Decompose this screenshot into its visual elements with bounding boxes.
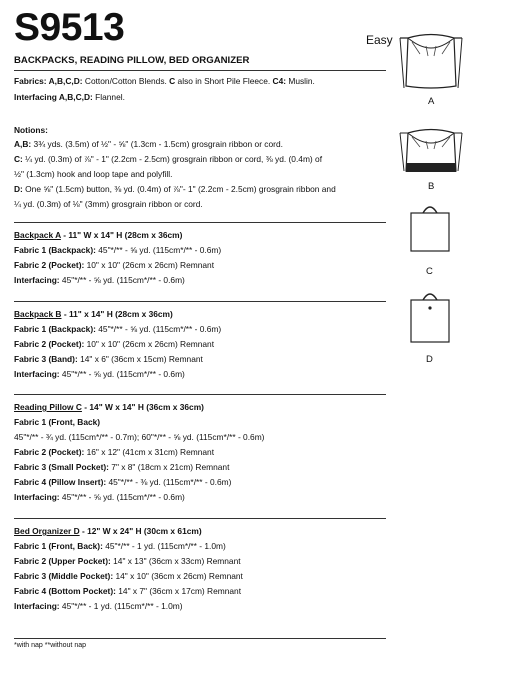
divider: [14, 518, 386, 519]
notions-d: D: One ⅝" (1.5cm) button, ⅜ yd. (0.4m) of ⅞"- 1" (2.2cm - 2.5cm) grosgrain ribbon and: [14, 184, 336, 194]
yardage-row: Interfacing: 45"*/** - 1 yd. (115cm*/** - 1.0m): [14, 601, 183, 611]
section-title-c: Reading Pillow C - 14" W x 14" H (36cm x 36cm): [14, 402, 204, 412]
yardage-row: Fabric 1 (Front, Back): [14, 417, 101, 427]
reading-pillow-icon: [408, 203, 452, 253]
yardage-row: Interfacing: 45"*/** - ⅝ yd. (115cm*/** - 0.6m): [14, 369, 185, 379]
divider: [14, 70, 386, 71]
yardage-row: Fabric 2 (Pocket): 10" x 10" (26cm x 26cm) Remnant: [14, 339, 215, 349]
yardage-row: Fabric 2 (Pocket): 10" x 10" (26cm x 26cm) Remnant: [14, 260, 215, 270]
view-label-b: B: [428, 181, 435, 192]
notions-c-cont: ½" (1.3cm) hook and loop tape and polyfill.: [14, 169, 173, 179]
backpack-b-icon: [398, 127, 464, 179]
difficulty-label: Easy: [366, 33, 393, 47]
section-title-a: Backpack A - 11" W x 14" H (28cm x 36cm): [14, 230, 183, 240]
divider: [14, 394, 386, 395]
divider: [14, 222, 386, 223]
pattern-number: S9513: [14, 6, 125, 49]
fabrics-label: Fabrics: A,B,C,D:: [14, 76, 83, 86]
view-label-a: A: [428, 96, 435, 107]
yardage-row: Fabric 1 (Front, Back): 45"*/** - 1 yd. (115cm*/** - 1.0m): [14, 541, 226, 551]
yardage-row: Interfacing: 45"*/** - ⅝ yd. (115cm*/** - 0.6m): [14, 492, 185, 502]
yardage-row: Fabric 3 (Band): 14" x 6" (36cm x 15cm) Remnant: [14, 354, 203, 364]
notions-title: Notions:: [14, 125, 48, 135]
section-title-b: Backpack B - 11" x 14" H (28cm x 36cm): [14, 309, 173, 319]
yardage-row: Interfacing: 45"*/** - ⅝ yd. (115cm*/** - 0.6m): [14, 275, 185, 285]
yardage-row: Fabric 2 (Upper Pocket): 14" x 13" (36cm x 33cm) Remnant: [14, 556, 241, 566]
notions-ab: A,B: 3¾ yds. (3.5m) of ½" - ⅝" (1.3cm - 1.5cm) grosgrain ribbon or cord.: [14, 139, 283, 149]
yardage-row: 45"*/** - ¾ yd. (115cm*/** - 0.7m); 60"*/** - ⅝ yd. (115cm*/** - 0.6m): [14, 432, 265, 442]
yardage-row: Fabric 2 (Pocket): 16" x 12" (41cm x 31cm) Remnant: [14, 447, 215, 457]
view-label-d: D: [426, 354, 433, 365]
backpack-a-icon: [398, 32, 464, 94]
notions-d-cont: ¼ yd. (0.3m) of ⅛" (3mm) grosgrain ribbon or cord.: [14, 199, 203, 209]
yardage-row: Fabric 3 (Middle Pocket): 14" x 10" (36cm x 26cm) Remnant: [14, 571, 243, 581]
interfacing-line: Interfacing A,B,C,D: Flannel.: [14, 92, 125, 102]
yardage-row: Fabric 3 (Small Pocket): 7" x 8" (18cm x 21cm) Remnant: [14, 462, 230, 472]
yardage-row: Fabric 1 (Backpack): 45"*/** - ⅝ yd. (115cm*/** - 0.6m): [14, 245, 222, 255]
notions-c: C: ¼ yd. (0.3m) of ⅞" - 1" (2.2cm - 2.5cm) grosgrain ribbon or cord, ⅜ yd. (0.4m) of: [14, 154, 323, 164]
yardage-row: Fabric 4 (Bottom Pocket): 14" x 7" (36cm x 17cm) Remnant: [14, 586, 242, 596]
divider: [14, 638, 386, 639]
yardage-row: Fabric 1 (Backpack): 45"*/** - ⅝ yd. (115cm*/** - 0.6m): [14, 324, 222, 334]
footnote: *with nap **without nap: [14, 642, 86, 649]
section-title-d: Bed Organizer D - 12" W x 24" H (30cm x 61cm): [14, 526, 202, 536]
divider: [14, 301, 386, 302]
bed-organizer-icon: [408, 290, 452, 344]
view-label-c: C: [426, 266, 433, 277]
pattern-subtitle: BACKPACKS, READING PILLOW, BED ORGANIZER: [14, 55, 250, 66]
yardage-row: Fabric 4 (Pillow Insert): 45"*/** - ⅜ yd. (115cm*/** - 0.6m): [14, 477, 232, 487]
fabrics-line: Fabrics: A,B,C,D: Cotton/Cotton Blends. C also in Short Pile Fleece. C4: Muslin.: [14, 76, 315, 86]
